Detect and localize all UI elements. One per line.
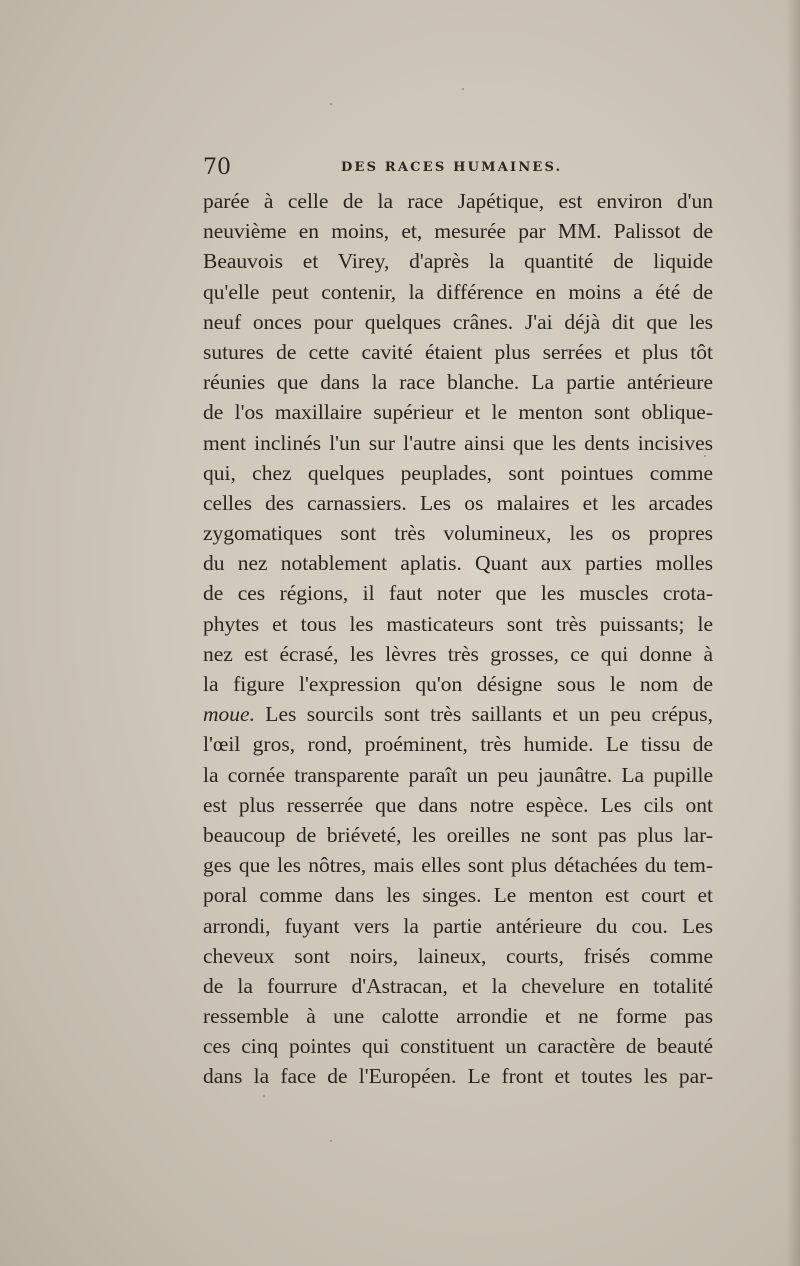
text-line: du nez notablement aplatis. Quant aux parties molles [203,551,713,576]
paper-speck [462,88,464,90]
italic-word: moue. [203,702,255,727]
text-line: celles des carnassiers. Les os malaires et les arcades [203,490,713,515]
text-line: de ces régions, il faut noter que les muscles crota- [203,581,713,606]
text-line: est plus resserrée que dans notre espèce. Les cils ont [203,792,713,817]
page-number: 70 [203,155,231,180]
running-title: DES RACES HUMAINES. [341,160,563,175]
text-line-with-italic [203,699,713,729]
text-line: nez est écrasé, les lèvres très grosses, ce qui donne à [203,641,713,666]
text-line: qu'elle peut contenir, la différence en moins a été de [203,279,713,304]
text-line: neuvième en moins, et, mesurée par MM. Palissot de [203,219,713,244]
text-line: ment inclinés l'un sur l'autre ainsi que les dents incisives [203,430,713,455]
text-line: sutures de cette cavité étaient plus serrées et plus tôt [203,339,713,364]
text-line: qui, chez quelques peuplades, sont pointues comme [203,460,713,485]
text-line: Beauvois et Virey, d'après la quantité de liquide [203,249,713,274]
running-head [203,155,713,185]
text-line: poral comme dans les singes. Le menton est court et [203,883,713,908]
text-line: ges que les nôtres, mais elles sont plus détachées du tem- [203,853,713,878]
text-line: cheveux sont noirs, laineux, courts, frisés comme [203,943,713,968]
text-line: arrondi, fuyant vers la partie antérieure du cou. Les [203,913,713,938]
text-line: la figure l'expression qu'on désigne sous le nom de [203,672,713,696]
text-line: réunies que dans la race blanche. La partie antérieure [203,370,713,395]
paper-speck [263,1095,265,1097]
text-line: ressemble à une calotte arrondie et ne forme pas [203,1004,713,1029]
text-line: de la fourrure d'Astracan, et la chevelure en totalité [203,973,713,998]
text-line: beaucoup de briéveté, les oreilles ne sont pas plus lar- [203,822,713,847]
text-line: zygomatiques sont très volumineux, les os propres [203,521,713,546]
paper-speck [330,103,332,105]
body-text [203,186,713,1092]
text-line-rest: Les sourcils sont très saillants et un peu crépus, [254,702,713,727]
text-line: de l'os maxillaire supérieur et le menton sont oblique- [203,400,713,425]
text-line: ces cinq pointes qui constituent un caractère de beauté [203,1034,713,1059]
text-line: neuf onces pour quelques crânes. J'ai déjà dit que les [203,309,713,334]
text-line: la cornée transparente paraît un peu jaunâtre. La pupille [203,762,713,787]
paper-speck [330,1140,332,1142]
page-edge-shadow [786,0,800,1266]
text-line: parée à celle de la race Japétique, est environ d'un [203,189,713,213]
text-line: phytes et tous les masticateurs sont très puissants; le [203,611,713,636]
text-line: dans la face de l'Européen. Le front et toutes les par- [203,1064,713,1089]
text-line: l'œil gros, rond, proéminent, très humide. Le tissu de [203,732,713,757]
